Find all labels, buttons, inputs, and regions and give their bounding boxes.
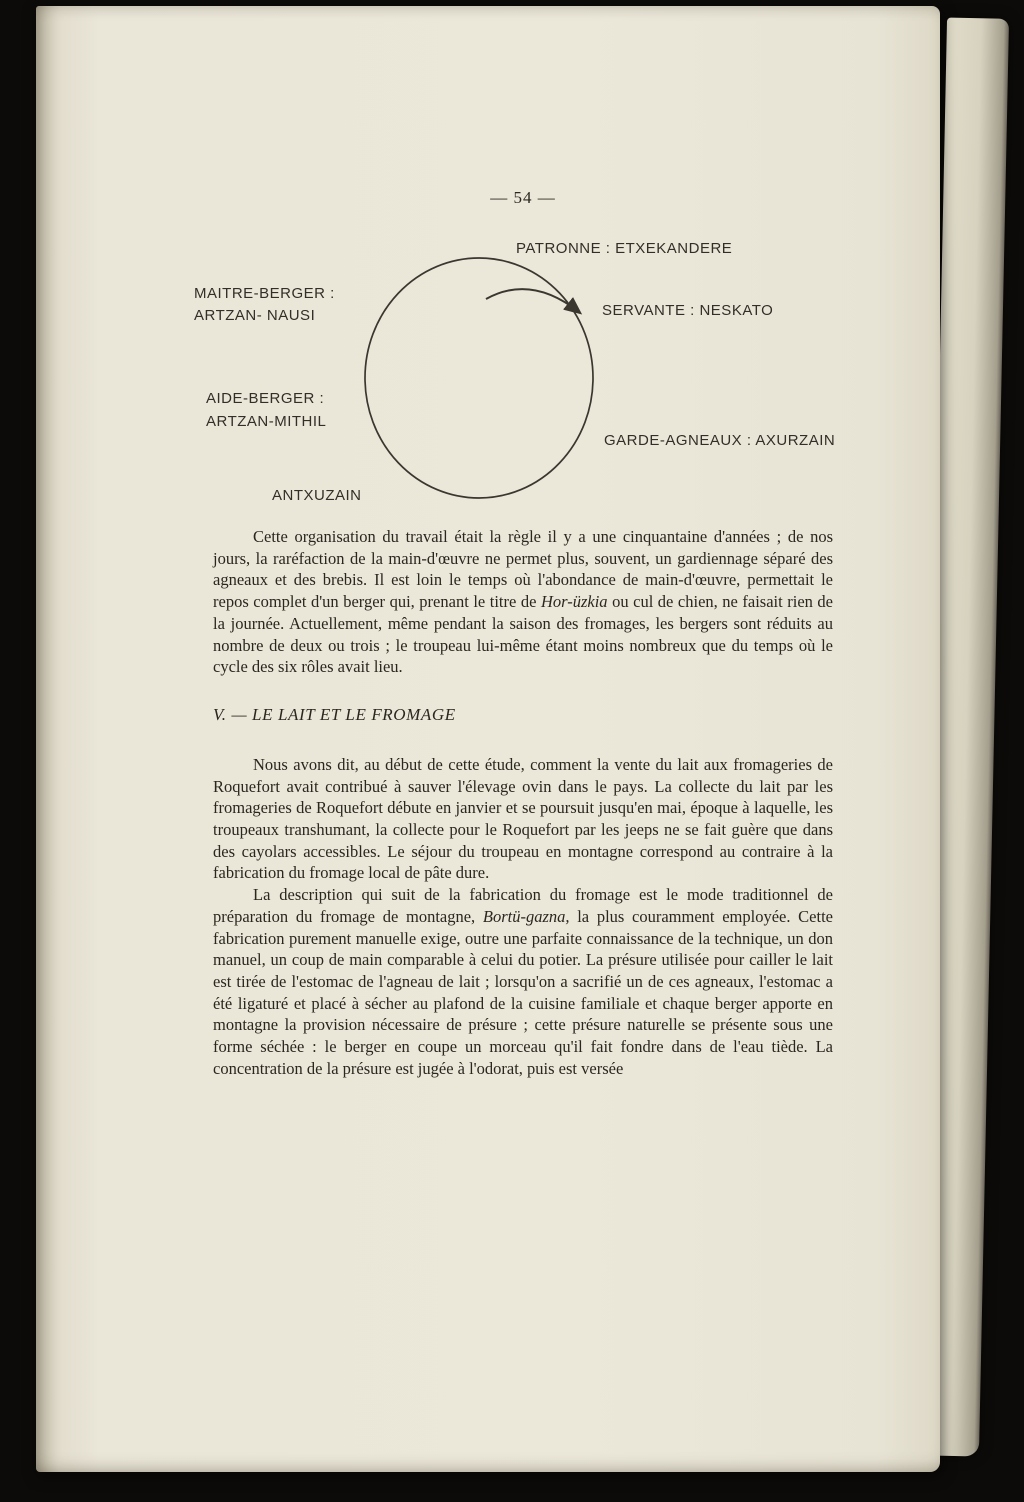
paragraph1-text-continued: ou cul de chien, ne faisait rien de la journée. Actuellement, même pendant la saison des fromages, les bergers sont réduits au nombre de deux ou trois ; le troupeau lui-même étant moins nombreux que du temps où le cycle des six rôles avait lieu. <box>213 592 834 677</box>
paragraph1-text: Cette organisation du travail était la règle il y a une cinquantaine d'années ; de nos jours, la raréfaction de la main-d'œuvre ne permet plus, souvent, un gardiennage séparé des agneaux et des brebis. Il est loin le temps où l'abondance de main-d'œuvre, permettait le repos complet d'un berger qui, prenant le titre de <box>213 527 833 612</box>
diagram-label-antxuzain: ANTXUZAIN <box>272 487 362 504</box>
diagram-label-servante: SERVANTE : NESKATO <box>602 302 774 319</box>
diagram-label-garde-agneaux: GARDE-AGNEAUX : AXURZAIN <box>604 432 836 449</box>
paragraph1-italic-term: Hor-üzkia <box>540 592 608 612</box>
paragraph3-text-continued: la plus couramment employée. Cette fabrication purement manuelle exige, outre une parfaite connaissance de la technique, un don manuel, un coup de main comparable à celui du potier. La présure utilisée pour cailler le lait est tirée de l'estomac de l'agneau de lait ; lorsqu'on a sacrifié un de ces agneaux, l'estomac a été ligaturé et placé à sécher au plafond de la cuisine familiale et chaque berger apporte en montagne la provision nécessaire de présure ; cette présure naturelle se présente sous une forme séchée : le berger en coupe un morceau qu'il fait fondre dans de l'eau tiède. La concentration de la présure est jugée à l'odorat, puis est versée <box>213 906 833 1078</box>
paragraph3-italic-term: Bortü-gazna, <box>482 906 570 926</box>
cycle-circle-diagram <box>361 254 601 504</box>
book-page <box>36 6 940 1472</box>
paragraph-collecte-lait: Nous avons dit, au début de cette étude, comment la vente du lait aux fromageries de Roquefort avait contribué à sauver l'élevage ovin dans le pays. La collecte du lait par les fromageries de Roquefort débute en janvier et se poursuit jusqu'en mai, époque à laquelle, les troupeaux transhumant, la collecte pour le Roquefort par les jeeps ne se fait guère que dans des cayolars accessibles. Le séjour du troupeau en montagne correspond au contraire à la fabrication du fromage local de pâte dure. <box>213 754 833 883</box>
diagram-label-aide-berger-name: ARTZAN-MITHIL <box>206 413 327 430</box>
diagram-label-maitre-berger-name: ARTZAN- NAUSI <box>194 307 316 324</box>
roles-cycle-diagram <box>36 6 940 526</box>
paragraph-fabrication-fromage <box>213 884 833 1079</box>
body-text <box>213 526 833 1079</box>
cycle-circle <box>365 258 593 498</box>
page-number: — 54 — <box>490 188 556 207</box>
section-heading-lait-fromage: V. — LE LAIT ET LE FROMAGE <box>213 704 456 724</box>
diagram-label-maitre-berger-role: MAITRE-BERGER : <box>194 285 335 302</box>
paragraph3-text: La description qui suit de la fabrication du fromage est le mode traditionnel de préparation du fromage de montagne, <box>213 885 833 926</box>
diagram-label-patronne: PATRONNE : ETXEKANDERE <box>516 240 733 257</box>
diagram-label-aide-berger-role: AIDE-BERGER : <box>206 390 325 407</box>
paragraph-organisation-travail <box>213 526 833 678</box>
